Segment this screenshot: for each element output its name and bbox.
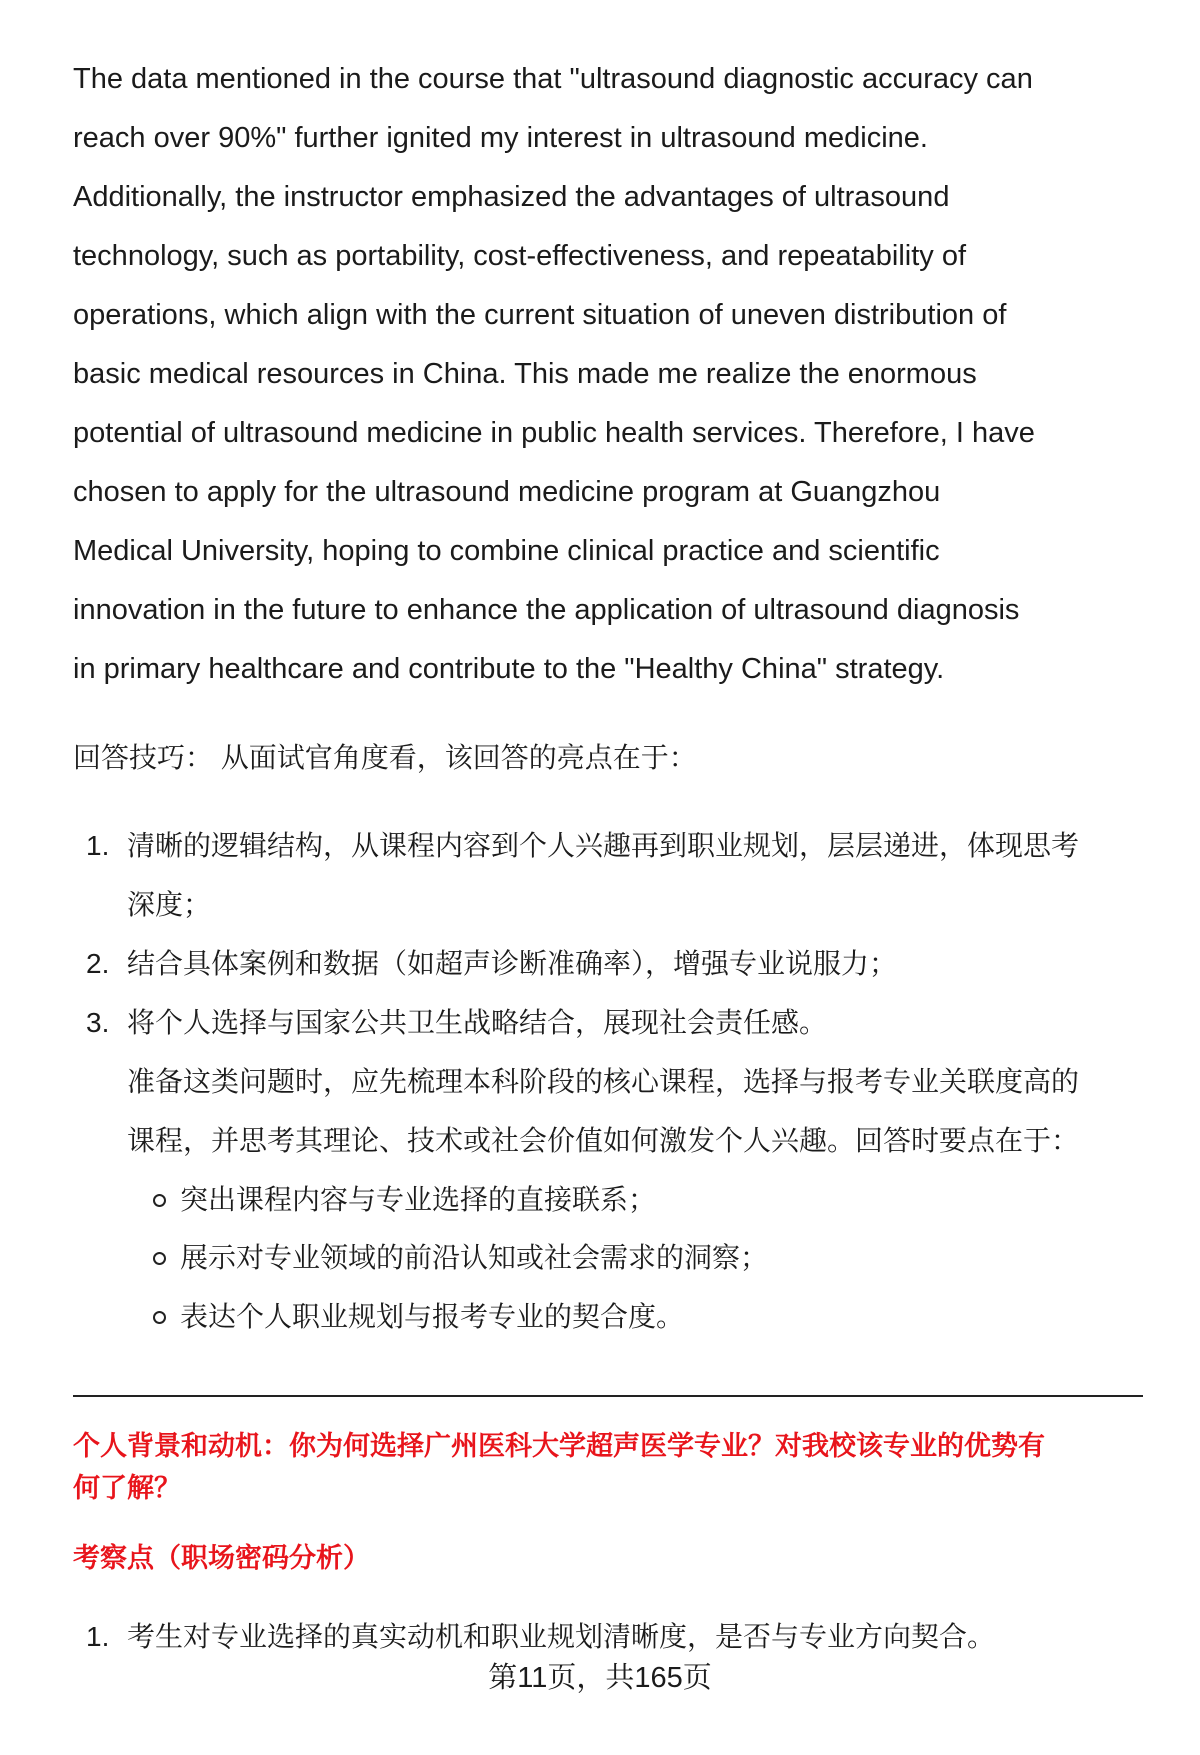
bullet-item: 表达个人职业规划与报考专业的契合度。 [180,1301,685,1332]
bullet-item: 展示对专业领域的前沿认知或社会需求的洞察； [180,1242,769,1273]
paragraph-line: reach over 90%" further ignited my interest in ultrasound medicine. [73,122,928,154]
page-footer: 第11页，共165页 [488,1662,712,1694]
list-item: 将个人选择与国家公共卫生战略结合，展现社会责任感。 [127,1007,828,1038]
question-heading: 何了解？ [73,1473,181,1503]
paragraph-line: technology, such as portability, cost-effectiveness, and repeatability of [73,240,967,272]
bullet-circle-icon [153,1194,166,1207]
list-item: 清晰的逻辑结构，从课程内容到个人兴趣再到职业规划，层层递进，体现思考 [127,830,1080,861]
list-number: 2. [86,948,110,979]
bullet-circle-icon [153,1311,166,1324]
list-item: 结合具体案例和数据（如超声诊断准确率），增强专业说服力； [127,948,898,979]
list-item: 深度； [127,889,212,920]
paragraph-line: Additionally, the instructor emphasized the advantages of ultrasound [73,181,950,213]
paragraph-line: basic medical resources in China. This made me realize the enormous [73,358,977,390]
prep-text: 课程，并思考其理论、技术或社会价值如何激发个人兴趣。回答时要点在于： [127,1125,1080,1156]
section-title: 考察点（职场密码分析） [73,1543,370,1573]
bullet-circle-icon [153,1252,166,1265]
list-number: 1. [86,1621,110,1652]
paragraph-line: The data mentioned in the course that "ultrasound diagnostic accuracy can [73,63,1033,95]
paragraph-line: Medical University, hoping to combine clinical practice and scientific [73,535,940,567]
list-number: 1. [86,830,110,861]
tips-label: 回答技巧： 从面试官角度看，该回答的亮点在于： [73,742,697,773]
bullet-item: 突出课程内容与专业选择的直接联系； [180,1184,657,1215]
paragraph-line: potential of ultrasound medicine in public health services. Therefore, I have [73,417,1035,449]
question-heading: 个人背景和动机：你为何选择广州医科大学超声医学专业？对我校该专业的优势有 [73,1431,1045,1461]
paragraph-line: in primary healthcare and contribute to the "Healthy China" strategy. [73,653,945,685]
paragraph-line: operations, which align with the current situation of uneven distribution of [73,299,1007,331]
list-number: 3. [86,1007,110,1038]
divider [73,1395,1143,1397]
paragraph-line: innovation in the future to enhance the application of ultrasound diagnosis [73,594,1020,626]
prep-text: 准备这类问题时，应先梳理本科阶段的核心课程，选择与报考专业关联度高的 [127,1066,1080,1097]
list-item: 考生对专业选择的真实动机和职业规划清晰度，是否与专业方向契合。 [127,1621,996,1652]
paragraph-line: chosen to apply for the ultrasound medicine program at Guangzhou [73,476,941,508]
